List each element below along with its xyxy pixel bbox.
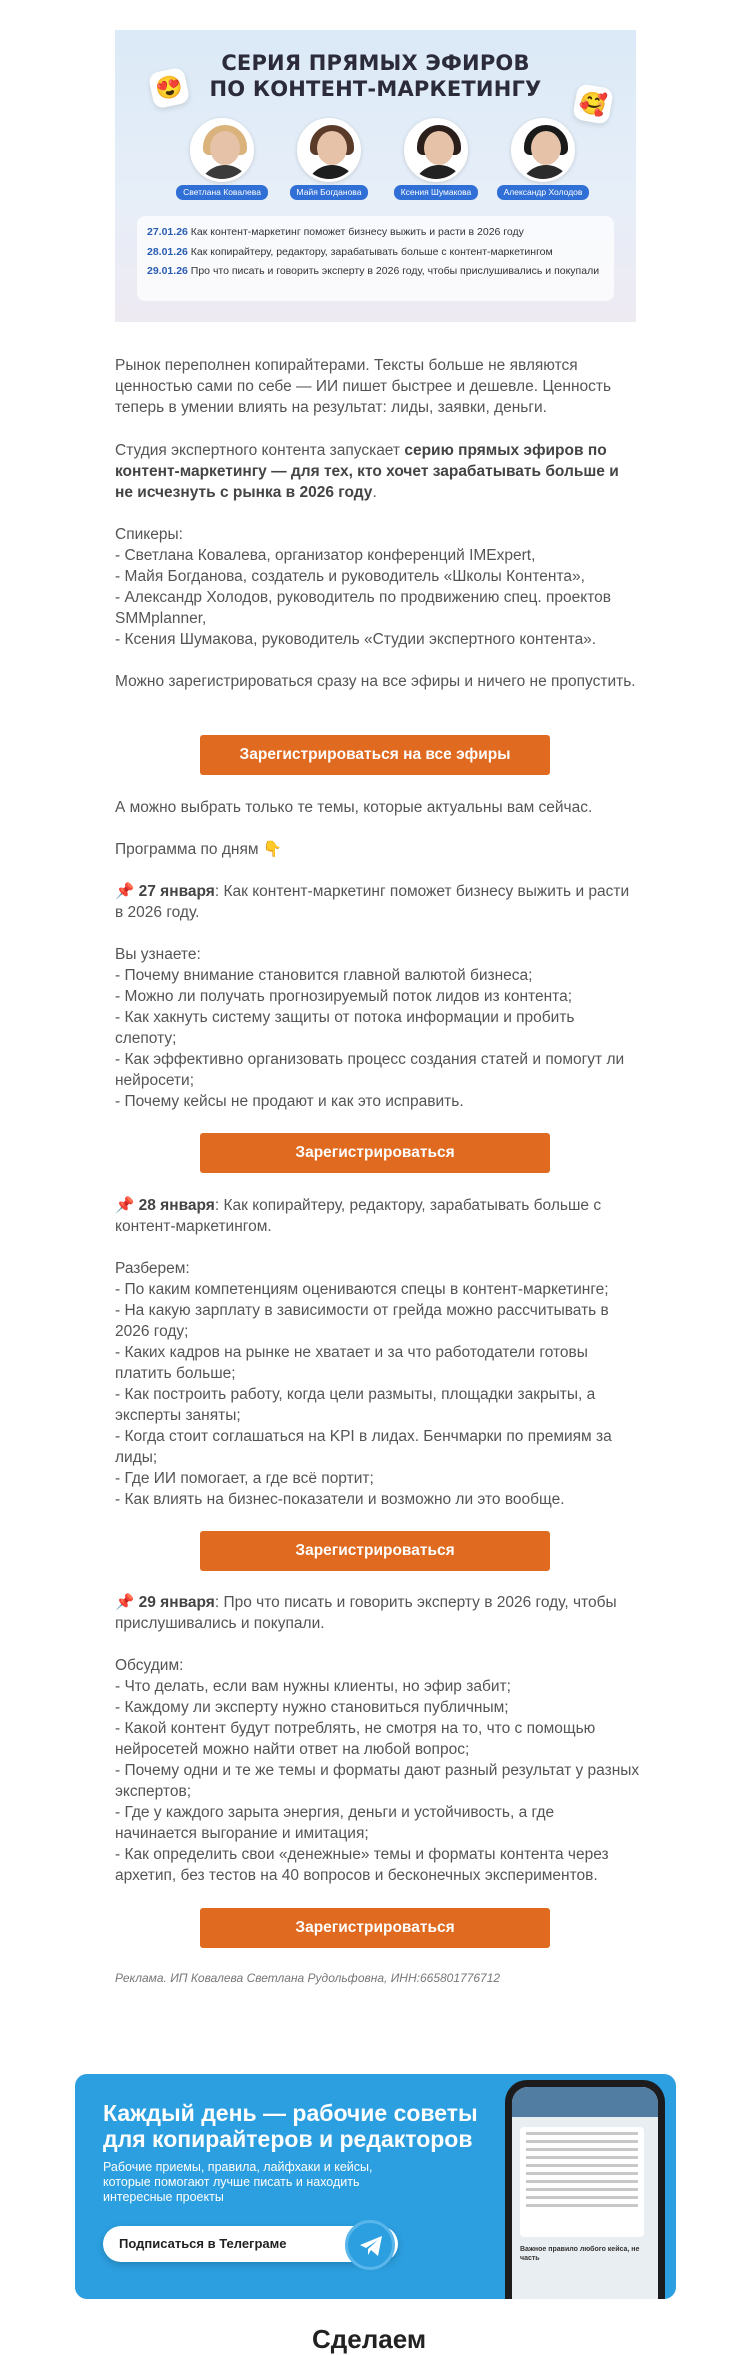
day-heading: 📌 27 января: Как контент-маркетинг поможет бизнесу выжить и расти в 2026 году.	[115, 883, 630, 921]
speaker-card	[277, 118, 381, 200]
next-section-heading: Сделаем	[312, 2324, 427, 2354]
telegram-plane-icon[interactable]	[345, 2220, 395, 2270]
list-item: - Каких кадров на рынке не хватает и за что работодатели готовы платить больше;	[115, 1344, 588, 1382]
day-block-29: 📌 29 января: Про что писать и говорить эксперту в 2026 году, чтобы прислушивались и покупали. Обсудим: - Что делать, если вам нужны клиенты, но эфир забит; - Каждому ли эксперту нужно становиться публичным; - Какой контент будут потреблять, не смотря на то, что с помощью нейросетей можно найти ответ на любой вопрос; - Почему одни и те же темы и форматы дают разный результат у разных экспертов; - Где у каждого зарыта энергия, деньги и устойчивость, а где начинается выгорание и имитация; - Как определить свои «денежные» темы и форматы контента через архетип, без тестов на 40 вопросов и бесконечных экспериментов.	[115, 1594, 640, 1884]
speaker-photo	[190, 118, 254, 182]
promo-title: Каждый день — рабочие советы для копирайтеров и редакторов	[103, 2100, 478, 2152]
list-item: - По каким компетенциям оцениваются спецы в контент-маркетинге;	[115, 1281, 609, 1298]
day-heading: 📌 28 января: Как копирайтеру, редактору, зарабатывать больше с контент-маркетингом.	[115, 1197, 602, 1235]
speaker-name: Александр Холодов	[497, 185, 590, 200]
smiling-hearts-emoji-icon: 🥰	[572, 83, 614, 125]
list-item: - Почему одни и те же темы и форматы дают разный результат у разных экспертов;	[115, 1762, 640, 1800]
list-item: - Где у каждого зарыта энергия, деньги и устойчивость, а где начинается выгорание и имитация;	[115, 1804, 555, 1842]
speaker-name: Светлана Ковалева	[176, 185, 268, 200]
list-item: - Как определить свои «денежные» темы и форматы контента через архетип, без тестов на 40 вопросов и бесконечных экспериментов.	[115, 1846, 609, 1884]
list-item: - Что делать, если вам нужны клиенты, но эфир забит;	[115, 1678, 511, 1695]
speaker-card	[170, 118, 274, 200]
list-item: - Почему внимание становится главной валютой бизнеса;	[115, 967, 533, 984]
schedule-row: 27.01.26 Как контент-маркетинг поможет бизнесу выжить и расти в 2026 году	[147, 226, 524, 238]
speaker-photo	[511, 118, 575, 182]
phone-screen-text: Важное правило любого кейса, не часть	[520, 2246, 640, 2262]
register-all-text: Можно зарегистрироваться сразу на все эфиры и ничего не пропустить.	[115, 673, 636, 690]
studio-paragraph: Студия экспертного контента запускает серию прямых эфиров по контент-маркетингу — для тех, кто хочет зарабатывать больше и не исчезнуть с рынка в 2026 году.	[115, 442, 619, 501]
register-day-29-button[interactable]: Зарегистрироваться	[200, 1908, 550, 1948]
list-item: - Каждому ли эксперту нужно становиться публичным;	[115, 1699, 509, 1716]
hero-banner	[115, 30, 636, 322]
speaker-card	[491, 118, 595, 200]
list-item: - Как построить работу, когда цели размыты, площадки закрыты, а эксперты заняты;	[115, 1386, 596, 1424]
schedule-row: 29.01.26 Про что писать и говорить эксперту в 2026 году, чтобы прислушивались и покупали	[147, 265, 600, 277]
speaker-photo	[297, 118, 361, 182]
speaker-card	[384, 118, 488, 200]
speaker-photo	[404, 118, 468, 182]
register-day-28-button[interactable]: Зарегистрироваться	[200, 1531, 550, 1571]
speaker-name: Майя Богданова	[290, 185, 369, 200]
list-item: - Светлана Ковалева, организатор конференций IMExpert,	[115, 547, 536, 564]
list-item: - Ксения Шумакова, руководитель «Студии экспертного контента».	[115, 631, 597, 648]
subscribe-telegram-button[interactable]: Подписаться в Телеграме	[103, 2226, 398, 2262]
promo-subtitle: Рабочие приемы, правила, лайфхаки и кейсы, которые помогают лучше писать и находить интересные проекты	[103, 2160, 373, 2204]
program-title: Программа по дням 👇	[115, 841, 283, 858]
choose-text: А можно выбрать только те темы, которые актуальны вам сейчас.	[115, 799, 593, 816]
day-block-27: 📌 27 января: Как контент-маркетинг поможет бизнесу выжить и расти в 2026 году. Вы узнаете: - Почему внимание становится главной валютой бизнеса; - Можно ли получать прогнозируемый поток лидов из контента; - Как хакнуть систему защиты от потока информации и пробить слепоту; - Как эффективно организовать процесс создания статей и помогут ли нейросети; - Почему кейсы не продают и как это исправить.	[115, 881, 640, 1112]
list-item: - Как влиять на бизнес-показатели и возможно ли это вообще.	[115, 1491, 565, 1508]
list-item: - Почему кейсы не продают и как это исправить.	[115, 1093, 464, 1110]
list-item: - Майя Богданова, создатель и руководитель «Школы Контента»,	[115, 568, 585, 585]
list-item: - На какую зарплату в зависимости от грейда можно рассчитывать в 2026 году;	[115, 1302, 609, 1340]
list-item: - Александр Холодов, руководитель по продвижению спец. проектов SMMplanner,	[115, 589, 611, 627]
day-heading: 📌 29 января: Про что писать и говорить эксперту в 2026 году, чтобы прислушивались и покупали.	[115, 1594, 617, 1632]
telegram-promo-banner	[75, 2074, 676, 2299]
register-all-button[interactable]: Зарегистрироваться на все эфиры	[200, 735, 550, 775]
list-item: - Как хакнуть систему защиты от потока информации и пробить слепоту;	[115, 1009, 575, 1047]
register-day-27-button[interactable]: Зарегистрироваться	[200, 1133, 550, 1173]
speakers-list: Спикеры: - Светлана Ковалева, организатор конференций IMExpert, - Майя Богданова, создатель и руководитель «Школы Контента», - Александр Холодов, руководитель по продвижению спец. проектов SMMplanner, - Ксения Шумакова, руководитель «Студии экспертного контента».	[115, 524, 640, 650]
list-item: - Где ИИ помогает, а где всё портит;	[115, 1470, 374, 1487]
speaker-name: Ксения Шумакова	[394, 185, 479, 200]
ad-disclaimer: Реклама. ИП Ковалева Светлана Рудольфовна, ИНН:665801776712	[115, 1971, 501, 1985]
list-item: - Когда стоит соглашаться на KPI в лидах. Бенчмарки по премиям за лиды;	[115, 1428, 612, 1466]
heart-eyes-emoji-icon: 😍	[148, 67, 191, 110]
list-item: - Можно ли получать прогнозируемый поток лидов из контента;	[115, 988, 573, 1005]
schedule-row: 28.01.26 Как копирайтеру, редактору, зарабатывать больше с контент-маркетингом	[147, 245, 553, 258]
phone-mockup	[505, 2080, 665, 2299]
list-item: - Как эффективно организовать процесс создания статей и помогут ли нейросети;	[115, 1051, 625, 1089]
day-block-28: 📌 28 января: Как копирайтеру, редактору, зарабатывать больше с контент-маркетингом. Разберем: - По каким компетенциям оцениваются спецы в контент-маркетинге; - На какую зарплату в зависимости от грейда можно рассчитывать в 2026 году; - Каких кадров на рынке не хватает и за что работодатели готовы платить больше; - Как построить работу, когда цели размыты, площадки закрыты, а эксперты заняты; - Когда стоит соглашаться на KPI в лидах. Бенчмарки по премиям за лиды; - Где ИИ помогает, а где всё портит; - Как влиять на бизнес-показатели и возможно ли это вообще.	[115, 1195, 640, 1510]
schedule-box	[137, 216, 614, 301]
hero-title: СЕРИЯ ПРЯМЫХ ЭФИРОВ ПО КОНТЕНТ-МАРКЕТИНГУ	[209, 51, 542, 101]
intro-paragraph: Рынок переполнен копирайтерами. Тексты больше не являются ценностью сами по себе — ИИ пишет быстрее и дешевле. Ценность теперь в умении влиять на результат: лиды, заявки, деньги.	[115, 357, 612, 416]
list-item: - Какой контент будут потреблять, не смотря на то, что с помощью нейросетей можно найти ответ на любой вопрос;	[115, 1720, 596, 1758]
